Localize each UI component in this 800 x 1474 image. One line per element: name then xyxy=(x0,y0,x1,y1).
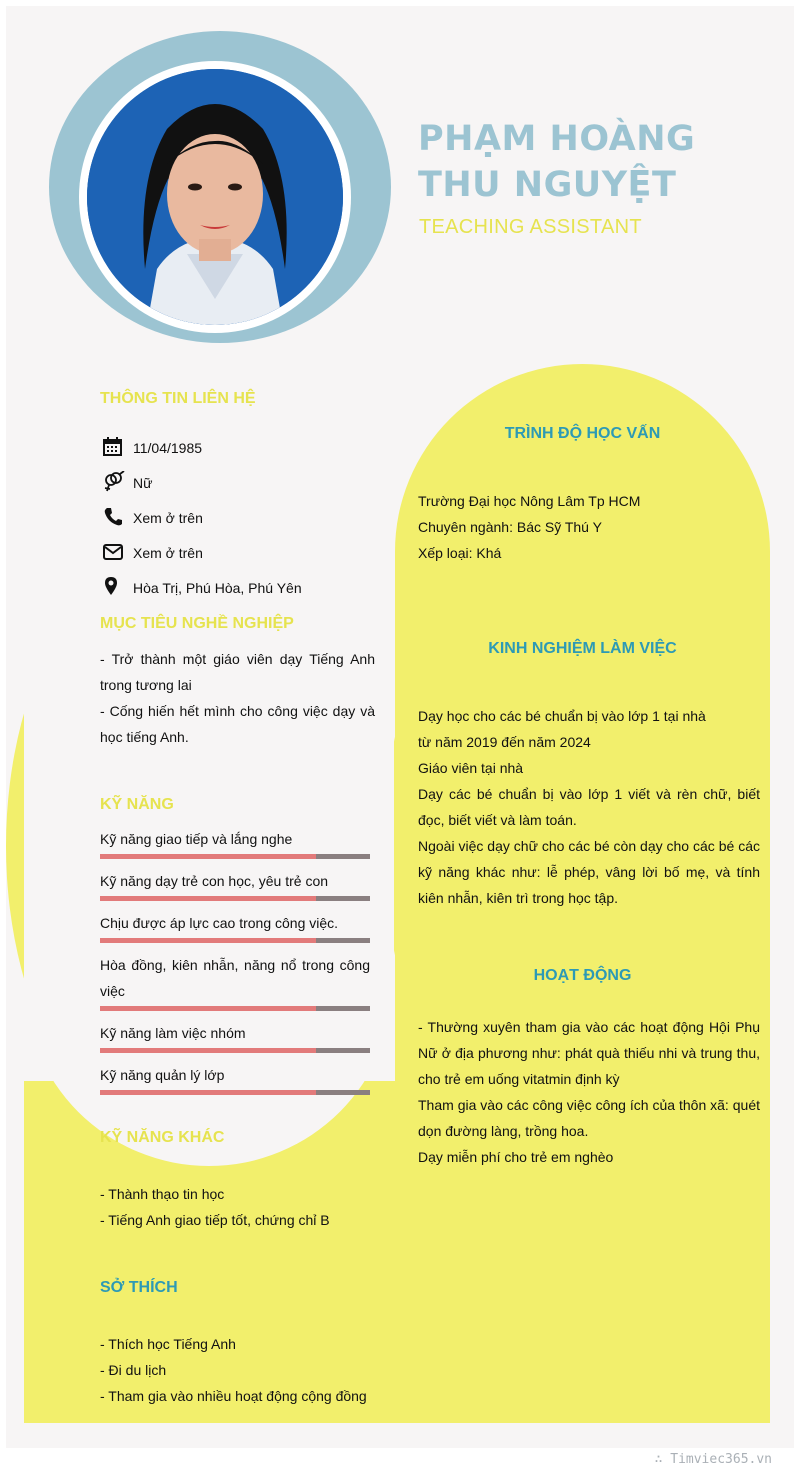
other-skills-text xyxy=(100,1181,380,1233)
skill-item xyxy=(100,910,370,943)
education-heading: TRÌNH ĐỘ HỌC VẤN xyxy=(504,425,661,442)
hobbies-heading: SỞ THÍCH xyxy=(100,1279,178,1296)
skill-label: Kỹ năng giao tiếp và lắng nghe xyxy=(100,831,293,847)
skill-label: Chịu được áp lực cao trong công việc. xyxy=(100,915,339,931)
experience-line: Ngoài việc dạy chữ cho các bé còn dạy cho các bé các kỹ năng khác như: lễ phép, vâng lời bố mẹ, và tính kiên nhẫn, kiên trì trong học tập. xyxy=(418,838,760,906)
footer-brand: ∴ Timviec365.vn xyxy=(654,1452,772,1467)
objective-heading: MỤC TIÊU NGHỀ NGHIỆP xyxy=(100,615,294,632)
skill-bar-fill xyxy=(100,938,316,943)
skill-bar xyxy=(100,896,370,901)
contact-phone xyxy=(102,510,382,545)
objective-text xyxy=(100,646,375,750)
contact-birthday xyxy=(102,440,382,475)
skill-bar xyxy=(100,1048,370,1053)
skill-label: Kỹ năng dạy trẻ con học, yêu trẻ con xyxy=(100,873,329,889)
other-skills-heading: KỸ NĂNG KHÁC xyxy=(100,1129,225,1146)
education-line: Chuyên ngành: Bác Sỹ Thú Y xyxy=(418,519,602,535)
footer-brand-text: Timviec365.vn xyxy=(670,1452,772,1467)
contact-address xyxy=(102,580,382,615)
skill-item xyxy=(100,1020,370,1053)
skill-bar xyxy=(100,1090,370,1095)
skills-heading: KỸ NĂNG xyxy=(100,796,174,813)
experience-line: từ năm 2019 đến năm 2024 xyxy=(418,734,591,750)
contact-address-value: Hòa Trị, Phú Hòa, Phú Yên xyxy=(133,580,302,596)
skill-item xyxy=(100,826,370,859)
contact-list xyxy=(102,440,382,615)
avatar xyxy=(79,61,351,333)
education-line: Trường Đại học Nông Lâm Tp HCM xyxy=(418,493,641,509)
phone-icon xyxy=(102,506,124,528)
gender-icon xyxy=(102,471,124,493)
skill-bar xyxy=(100,854,370,859)
skill-bar-fill xyxy=(100,854,316,859)
hobby-line: - Thích học Tiếng Anh xyxy=(100,1336,236,1352)
other-skill-line: - Thành thạo tin học xyxy=(100,1186,225,1202)
skill-label: Kỹ năng làm việc nhóm xyxy=(100,1025,246,1041)
contact-email-value: Xem ở trên xyxy=(133,545,203,561)
skill-bar-fill xyxy=(100,896,316,901)
hobby-line: - Đi du lịch xyxy=(100,1362,167,1378)
skill-item xyxy=(100,952,370,1011)
experience-heading: KINH NGHIỆM LÀM VIỆC xyxy=(488,640,677,657)
contact-gender xyxy=(102,475,382,510)
hobbies-text xyxy=(100,1331,390,1409)
skill-bar-fill xyxy=(100,1090,316,1095)
activity-line: Dạy miễn phí cho trẻ em nghèo xyxy=(418,1149,614,1165)
activity-line: Tham gia vào các công việc công ích của thôn xã: quét dọn đường làng, trồng hoa. xyxy=(418,1097,760,1139)
experience-line: Dạy các bé chuẩn bị vào lớp 1 viết và rèn chữ, biết đọc, biết viết và làm toán. xyxy=(418,786,760,828)
objective-line: - Cống hiến hết mình cho công việc dạy và học tiếng Anh. xyxy=(100,703,375,745)
hobby-line: - Tham gia vào nhiều hoạt động cộng đồng xyxy=(100,1388,367,1404)
objective-line: - Trở thành một giáo viên dạy Tiếng Anh trong tương lai xyxy=(100,651,375,693)
contact-birthday-value: 11/04/1985 xyxy=(133,440,203,456)
education-text xyxy=(418,488,763,566)
skill-bar xyxy=(100,1006,370,1011)
experience-line: Dạy học cho các bé chuẩn bị vào lớp 1 tại nhà xyxy=(418,708,706,724)
activities-heading: HOẠT ĐỘNG xyxy=(533,967,632,984)
skills-list xyxy=(100,826,370,1104)
skill-bar-fill xyxy=(100,1048,316,1053)
activity-line: - Thường xuyên tham gia vào các hoạt động Hội Phụ Nữ ở địa phương như: phát quà thiếu nhi và trung thu, cho trẻ em uống vitatmin định kỳ xyxy=(418,1019,760,1087)
skill-item xyxy=(100,1062,370,1095)
location-icon xyxy=(102,576,124,598)
skill-bar-fill xyxy=(100,1006,316,1011)
skill-label: Kỹ năng quản lý lớp xyxy=(100,1067,225,1083)
education-line: Xếp loại: Khá xyxy=(418,545,502,561)
skill-label: Hòa đồng, kiên nhẫn, năng nổ trong công việc xyxy=(100,957,370,999)
contact-email xyxy=(102,545,382,580)
avatar-photo xyxy=(87,69,343,325)
activities-text xyxy=(418,1014,760,1170)
contact-gender-value: Nữ xyxy=(133,475,153,491)
calendar-icon xyxy=(102,436,124,458)
candidate-name: PHẠM HOÀNG THU NGUYỆT xyxy=(418,119,696,205)
cv-page xyxy=(6,6,794,1448)
other-skill-line: - Tiếng Anh giao tiếp tốt, chứng chỉ B xyxy=(100,1212,330,1228)
experience-text xyxy=(418,703,760,911)
skill-item xyxy=(100,868,370,901)
job-title: TEACHING ASSISTANT xyxy=(419,216,642,238)
email-icon xyxy=(102,541,124,563)
experience-line: Giáo viên tại nhà xyxy=(418,760,524,776)
contact-phone-value: Xem ở trên xyxy=(133,510,203,526)
skill-bar xyxy=(100,938,370,943)
contact-heading: THÔNG TIN LIÊN HỆ xyxy=(100,390,256,407)
